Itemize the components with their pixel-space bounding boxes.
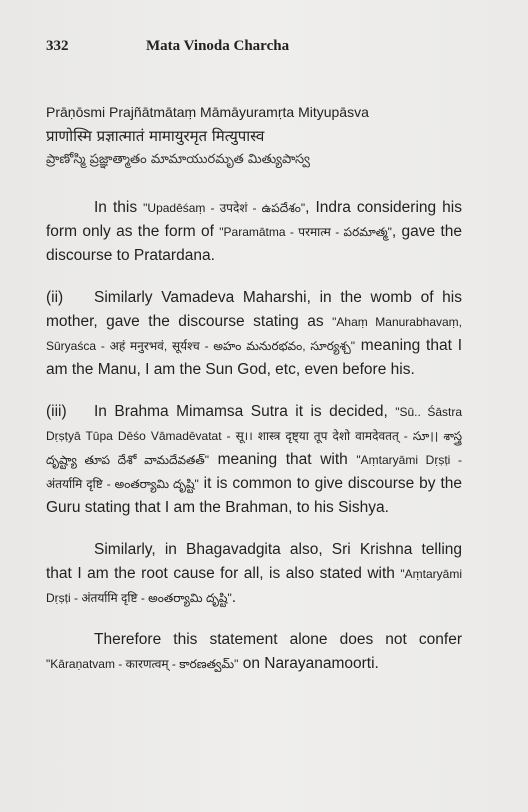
running-title: Mata Vinoda Charcha bbox=[146, 38, 290, 54]
p3-text-2: meaning that with bbox=[208, 451, 357, 468]
p1-text-3: , gave the discourse to Pratardana. bbox=[46, 223, 462, 264]
p3-label: (iii) bbox=[46, 403, 67, 420]
p1-text-1: In this bbox=[94, 199, 144, 216]
p5-term-karanatvam: "Kāraṇatvam - कारणत्वम् - కారణత్వమ్" bbox=[46, 657, 239, 671]
p3-term-antaryami: "Aṃtaryāmi Dṛṣṭi - अंतर्यामि दृष्टि - అంతర్యామి దృష్టి" bbox=[46, 453, 462, 491]
p2-term-aham: "Ahaṃ Manurabhavaṃ, Sūryaśca - अहं मनुरभवं, सूर्यश्च - అహం మనురభవం, సూర్యశ్చ" bbox=[46, 315, 462, 353]
p5-text-2: on Narayanamoorti. bbox=[238, 655, 379, 672]
paragraph-vamadeva bbox=[46, 286, 462, 382]
p1-text-2: , Indra considering his form only as the form of bbox=[46, 199, 462, 240]
p1-term-upadesam: "Upadēśaṃ - उपदेशं - ఉపదేశం" bbox=[143, 201, 306, 215]
p1-term-paramatma: "Paramātma - परमात्म - పరమాత్మ" bbox=[219, 225, 392, 239]
paragraph-indra bbox=[46, 196, 462, 268]
verse-telugu: ప్రాణోస్మి ప్రజ్ఞాత్మాతం మామాయురమృత మిత్యుపాస్వ bbox=[46, 152, 310, 167]
page-number: 332 bbox=[46, 38, 69, 54]
paragraph-brahma-sutra bbox=[46, 400, 462, 520]
p3-text-1: In Brahma Mimamsa Sutra it is decided, bbox=[94, 403, 396, 420]
p3-text-3: it is common to give discourse by the Guru stating that I am the Brahman, to his Sishya. bbox=[46, 475, 462, 516]
body-text bbox=[46, 100, 462, 676]
verse-devanagari: प्राणोस्मि प्रज्ञात्मातं मामायुरमृत मित्युपास्व bbox=[46, 127, 265, 145]
p3-term-sutra: "Sū.. Śāstra Dṛṣṭyā Tūpa Dēśo Vāmadēvatat - सू।। शास्त्र दृष्ट्या तूप देशो वामदेवतत् - సూ।। శాస్త్ర దృష్ట్యా తూప దేశో వామదేవతత్" bbox=[46, 405, 462, 467]
p2-text-2: meaning that I am the Manu, I am the Sun God, etc, even before his. bbox=[46, 337, 462, 378]
p2-text-1: Similarly Vamadeva Maharshi, in the womb of his mother, gave the discourse stating as bbox=[46, 289, 462, 330]
paragraph-conclusion bbox=[46, 628, 462, 676]
page-header bbox=[46, 38, 488, 58]
p4-text-2: . bbox=[231, 589, 237, 606]
verse-transliteration: Prāṇōsmi Prajñātmātaṃ Māmāyuramṛta Mityupāsva bbox=[46, 104, 369, 120]
p4-term-antaryami: "Aṃtaryāmi Dṛṣṭi - अंतर्यामि दृष्टि - అంతర్యామి దృష్టి" bbox=[46, 567, 462, 605]
p2-label: (ii) bbox=[46, 289, 64, 306]
p4-text-1: Similarly, in Bhagavadgita also, Sri Krishna telling that I am the root cause for all, is also stated with bbox=[46, 541, 462, 582]
paragraph-bhagavadgita bbox=[46, 538, 462, 610]
p5-text-1: Therefore this statement alone does not confer bbox=[94, 631, 462, 648]
